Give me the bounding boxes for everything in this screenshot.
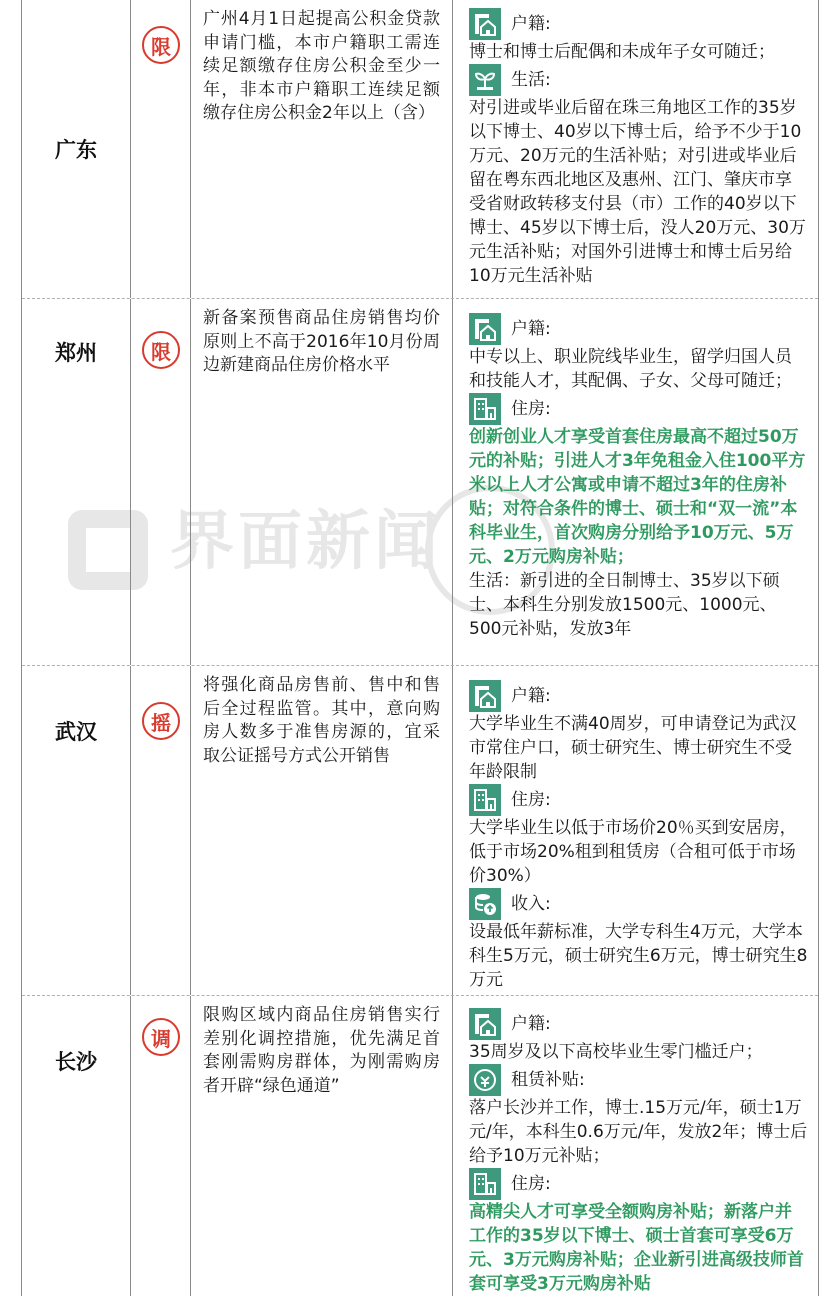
section-header bbox=[469, 393, 808, 425]
income-coins-icon bbox=[469, 888, 501, 920]
property-policy-text: 限购区域内商品住房销售实行差别化调控措施，优先满足首套刚需购房群体，为刚需购房者开辟“绿色通道” bbox=[191, 996, 453, 1296]
section-text-highlight: 创新创业人才享受首套住房最高不超过50万元的补贴；引进人才3年免租金入住100平方米以上人才公寓或申请不超过3年的住房补贴；对符合条件的博士、硕士和“双一流”本科毕业生，首次购房分别给予10万元、5万元、2万元购房补贴； bbox=[469, 427, 806, 567]
section-header bbox=[469, 313, 808, 345]
table-row-wuhan bbox=[22, 666, 818, 996]
section-header bbox=[469, 64, 808, 96]
section-text: 对引进或毕业后留在珠三角地区工作的35岁以下博士、40岁以下博士后，给予不少于10万元、20万元的生活补贴；对引进或毕业后留在粤东西北地区及惠州、江门、肇庆市享受省财政转移支付县（市）工作的40岁以下博士、45岁以下博士后，没人20万元、30万元生活补贴；对国外引进博士和博士后另给10万元生活补贴 bbox=[469, 98, 806, 286]
section-title: 收入: bbox=[511, 894, 551, 914]
section-text: 中专以上、职业院线毕业生，留学归国人员和技能人才，其配偶、子女、父母可随迁； bbox=[469, 347, 792, 391]
section-text: 35周岁及以下高校毕业生零门槛迁户； bbox=[469, 1042, 763, 1062]
section-text: 生活：新引进的全日制博士、35岁以下硕士、本科生分别发放1500元、1000元、500元补贴，发放3年 bbox=[469, 571, 780, 639]
section-title: 户籍: bbox=[511, 319, 551, 339]
property-policy-text: 广州4月1日起提高公积金贷款申请门槛，本市户籍职工需连续足额缴存住房公积金至少一年，非本市户籍职工连续足额缴存住房公积金2年以上（含） bbox=[191, 0, 453, 298]
section-title: 住房: bbox=[511, 790, 551, 810]
household-icon bbox=[469, 8, 501, 40]
housing-building-icon bbox=[469, 1168, 501, 1200]
section-title: 户籍: bbox=[511, 1014, 551, 1034]
housing-building-icon bbox=[469, 393, 501, 425]
section-title: 生活: bbox=[511, 70, 551, 90]
section-text: 博士和博士后配偶和未成年子女可随迁； bbox=[469, 42, 775, 62]
section-title: 户籍: bbox=[511, 686, 551, 706]
section-title: 住房: bbox=[511, 1174, 551, 1194]
talent-policy bbox=[453, 0, 818, 298]
household-icon bbox=[469, 1008, 501, 1040]
section-header bbox=[469, 784, 808, 816]
property-policy-text: 新备案预售商品住房销售均价原则上不高于2016年10月份周边新建商品住房价格水平 bbox=[191, 299, 453, 665]
city-name: 郑州 bbox=[22, 299, 131, 665]
section-title: 租赁补贴: bbox=[511, 1070, 585, 1090]
section-title: 住房: bbox=[511, 399, 551, 419]
city-name: 长沙 bbox=[22, 996, 131, 1296]
section-header bbox=[469, 1168, 808, 1200]
table-row-guangdong bbox=[22, 0, 818, 299]
section-header bbox=[469, 1008, 808, 1040]
section-text: 落户长沙并工作，博士.15万元/年，硕士1万元/年，本科生0.6万元/年，发放2年；博士后给予10万元补贴； bbox=[469, 1098, 808, 1166]
rent-subsidy-icon bbox=[469, 1064, 501, 1096]
policy-type-badge: 调 bbox=[142, 1018, 180, 1056]
policy-type-badge: 限 bbox=[142, 331, 180, 369]
talent-policy bbox=[453, 666, 818, 995]
table-row-changsha bbox=[22, 996, 818, 1296]
table-row-zhengzhou bbox=[22, 299, 818, 666]
talent-policy bbox=[453, 996, 818, 1296]
city-name: 武汉 bbox=[22, 666, 131, 995]
policy-table bbox=[21, 0, 819, 1296]
section-text: 设最低年薪标准，大学专科生4万元，大学本科生5万元，硕士研究生6万元，博士研究生8万元 bbox=[469, 922, 808, 990]
section-text: 大学毕业生不满40周岁，可申请登记为武汉市常住户口，硕士研究生、博士研究生不受年龄限制 bbox=[469, 714, 797, 782]
section-header bbox=[469, 8, 808, 40]
section-text-highlight: 高精尖人才可享受全额购房补贴；新落户并工作的35岁以下博士、硕士首套可享受6万元、3万元购房补贴；企业新引进高级技师首套可享受3万元购房补贴 bbox=[469, 1202, 804, 1294]
policy-type-badge: 摇 bbox=[142, 702, 180, 740]
property-policy-text: 将强化商品房售前、售中和售后全过程监管。其中，意向购房人数多于准售房源的，宜采取公证摇号方式公开销售 bbox=[191, 666, 453, 995]
watermark-text: 界面新闻 bbox=[170, 505, 442, 579]
housing-building-icon bbox=[469, 784, 501, 816]
section-header bbox=[469, 680, 808, 712]
section-text: 大学毕业生以低于市场价20％买到安居房，低于市场20%租到租赁房（合租可低于市场价30%） bbox=[469, 818, 797, 886]
policy-type-badge: 限 bbox=[142, 26, 180, 64]
household-icon bbox=[469, 313, 501, 345]
life-sprout-icon bbox=[469, 64, 501, 96]
household-icon bbox=[469, 680, 501, 712]
section-header bbox=[469, 888, 808, 920]
city-name: 广东 bbox=[22, 0, 131, 298]
section-title: 户籍: bbox=[511, 14, 551, 34]
talent-policy bbox=[453, 299, 818, 665]
section-header bbox=[469, 1064, 808, 1096]
